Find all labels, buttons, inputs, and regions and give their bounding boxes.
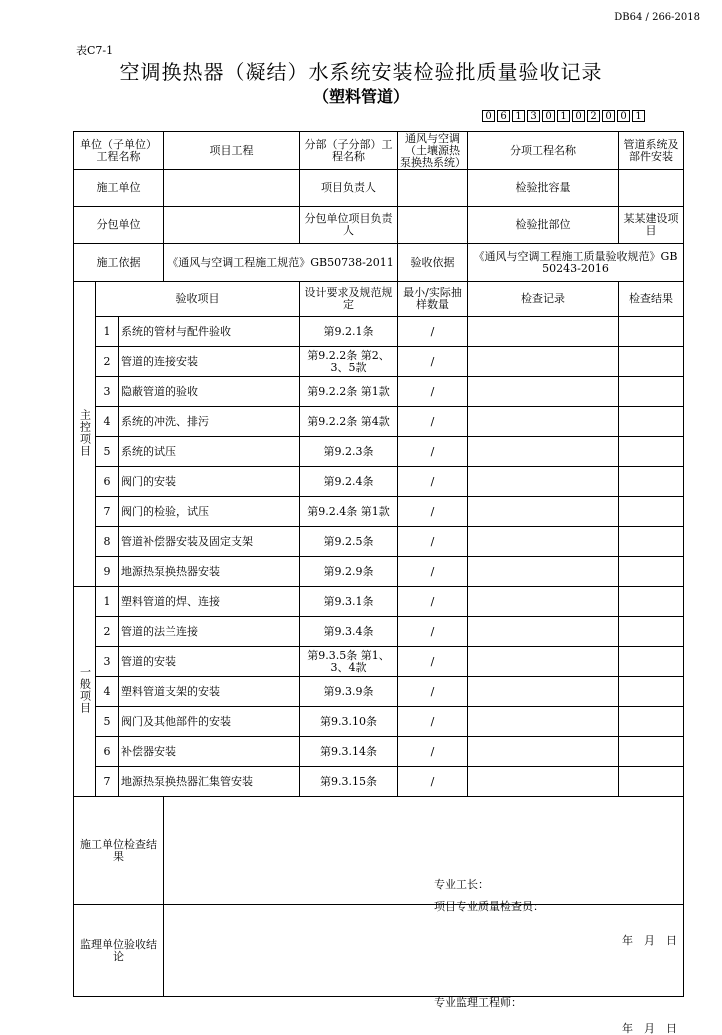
item-record[interactable] bbox=[468, 437, 619, 467]
item-number: 1 bbox=[96, 587, 119, 617]
unit-project-value: 项目工程 bbox=[164, 132, 300, 170]
general-label: 一般项目 bbox=[78, 666, 92, 714]
item-number: 3 bbox=[96, 377, 119, 407]
item-record[interactable] bbox=[468, 407, 619, 437]
subcontractor-value[interactable] bbox=[164, 207, 300, 244]
item-result[interactable] bbox=[619, 377, 684, 407]
table-row bbox=[74, 707, 684, 737]
item-result[interactable] bbox=[619, 347, 684, 377]
item-number: 4 bbox=[96, 677, 119, 707]
item-spec: 第9.2.2条 第1款 bbox=[300, 377, 398, 407]
item-record[interactable] bbox=[468, 737, 619, 767]
item-name: 管道的连接安装 bbox=[119, 347, 300, 377]
code-digit: 6 bbox=[497, 110, 510, 122]
item-name: 地源热泵换热器安装 bbox=[119, 557, 300, 587]
general-section bbox=[74, 587, 96, 797]
main-control-label: 主控项目 bbox=[78, 408, 92, 457]
item-record[interactable] bbox=[468, 347, 619, 377]
item-record[interactable] bbox=[468, 767, 619, 797]
item-name: 阀门的检验，试压 bbox=[119, 497, 300, 527]
item-record[interactable] bbox=[468, 467, 619, 497]
item-spec: 第9.3.15条 bbox=[300, 767, 398, 797]
document-subtitle: （塑料管道） bbox=[312, 87, 409, 106]
item-record[interactable] bbox=[468, 647, 619, 677]
item-record[interactable] bbox=[468, 587, 619, 617]
table-row bbox=[74, 737, 684, 767]
item-name: 管道补偿器安装及固定支架 bbox=[119, 527, 300, 557]
item-spec: 第9.3.1条 bbox=[300, 587, 398, 617]
item-name: 补偿器安装 bbox=[119, 737, 300, 767]
col-record: 检查记录 bbox=[468, 282, 619, 317]
item-sample: / bbox=[398, 437, 468, 467]
acceptance-basis-value: 《通风与空调工程施工质量验收规范》GB 50243-2016 bbox=[468, 244, 684, 282]
table-row bbox=[74, 767, 684, 797]
item-result[interactable] bbox=[619, 737, 684, 767]
batch-location-label: 检验批部位 bbox=[468, 207, 619, 244]
item-project-value: 管道系统及部件安装 bbox=[619, 132, 684, 170]
item-number: 1 bbox=[96, 317, 119, 347]
item-record[interactable] bbox=[468, 527, 619, 557]
table-row bbox=[74, 647, 684, 677]
item-record[interactable] bbox=[468, 617, 619, 647]
table-row bbox=[74, 557, 684, 587]
quality-inspector-label: 项目专业质量检查员： bbox=[434, 899, 544, 913]
item-result[interactable] bbox=[619, 497, 684, 527]
code-digit: 2 bbox=[587, 110, 600, 122]
item-result[interactable] bbox=[619, 767, 684, 797]
sub-division-value: 通风与空调（土壤源热泵换热系统） bbox=[398, 132, 468, 170]
item-result[interactable] bbox=[619, 587, 684, 617]
table-row bbox=[74, 497, 684, 527]
item-sample: / bbox=[398, 467, 468, 497]
contractor-value[interactable] bbox=[164, 170, 300, 207]
item-result[interactable] bbox=[619, 557, 684, 587]
batch-location-value: 某某建设项目 bbox=[619, 207, 684, 244]
document-title: 空调换热器（凝结）水系统安装检验批质量验收记录 bbox=[119, 60, 603, 84]
item-project-label: 分项工程名称 bbox=[468, 132, 619, 170]
item-result[interactable] bbox=[619, 647, 684, 677]
item-number: 6 bbox=[96, 737, 119, 767]
table-row bbox=[74, 677, 684, 707]
construction-result-label: 施工单位检查结果 bbox=[74, 797, 164, 905]
contractor-label: 施工单位 bbox=[74, 170, 164, 207]
code-digit: 0 bbox=[617, 110, 630, 122]
inspection-record-table bbox=[73, 131, 684, 1035]
item-spec: 第9.2.3条 bbox=[300, 437, 398, 467]
item-spec: 第9.3.4条 bbox=[300, 617, 398, 647]
supervising-engineer-label: 专业监理工程师： bbox=[434, 995, 522, 1009]
construction-basis-value: 《通风与空调工程施工规范》GB50738-2011 bbox=[164, 244, 398, 282]
item-result[interactable] bbox=[619, 617, 684, 647]
sub-pm-value[interactable] bbox=[398, 207, 468, 244]
sub-pm-label: 分包单位项目负责人 bbox=[300, 207, 398, 244]
foreman-label: 专业工长： bbox=[434, 877, 489, 891]
item-sample: / bbox=[398, 557, 468, 587]
date-line: 年 月 日 bbox=[622, 1021, 677, 1035]
item-name: 管道的法兰连接 bbox=[119, 617, 300, 647]
table-row bbox=[74, 527, 684, 557]
batch-capacity-label: 检验批容量 bbox=[468, 170, 619, 207]
standard-code: DB64 / 266-2018 bbox=[614, 12, 700, 23]
batch-capacity-value[interactable] bbox=[619, 170, 684, 207]
item-result[interactable] bbox=[619, 677, 684, 707]
project-manager-label: 项目负责人 bbox=[300, 170, 398, 207]
table-row bbox=[74, 377, 684, 407]
item-name: 阀门及其他部件的安装 bbox=[119, 707, 300, 737]
item-spec: 第9.3.5条 第1、3、4款 bbox=[300, 647, 398, 677]
sub-division-label: 分部（子分部）工程名称 bbox=[300, 132, 398, 170]
item-sample: / bbox=[398, 347, 468, 377]
item-sample: / bbox=[398, 377, 468, 407]
supervision-result-area[interactable] bbox=[164, 905, 684, 1035]
record-code-boxes bbox=[480, 110, 645, 122]
unit-project-label: 单位（子单位）工程名称 bbox=[74, 132, 164, 170]
item-name: 系统的试压 bbox=[119, 437, 300, 467]
item-record[interactable] bbox=[468, 557, 619, 587]
item-spec: 第9.2.4条 第1款 bbox=[300, 497, 398, 527]
item-result[interactable] bbox=[619, 527, 684, 557]
supervision-result-label: 监理单位验收结论 bbox=[74, 905, 164, 997]
item-number: 4 bbox=[96, 407, 119, 437]
item-sample: / bbox=[398, 407, 468, 437]
main-control-section bbox=[74, 282, 96, 587]
code-digit: 1 bbox=[512, 110, 525, 122]
item-number: 7 bbox=[96, 767, 119, 797]
item-name: 隐蔽管道的验收 bbox=[119, 377, 300, 407]
table-row bbox=[74, 467, 684, 497]
item-number: 2 bbox=[96, 617, 119, 647]
code-digit: 0 bbox=[542, 110, 555, 122]
date-line: 年 月 日 bbox=[622, 933, 677, 947]
code-digit: 3 bbox=[527, 110, 540, 122]
col-design: 设计要求及规范规定 bbox=[300, 282, 398, 317]
item-name: 阀门的安装 bbox=[119, 467, 300, 497]
col-sample: 最小/实际抽样数量 bbox=[398, 282, 468, 317]
item-name: 系统的冲洗、排污 bbox=[119, 407, 300, 437]
acceptance-basis-label: 验收依据 bbox=[398, 244, 468, 282]
table-row bbox=[74, 437, 684, 467]
item-result[interactable] bbox=[619, 467, 684, 497]
item-result[interactable] bbox=[619, 437, 684, 467]
item-spec: 第9.3.9条 bbox=[300, 677, 398, 707]
item-result[interactable] bbox=[619, 407, 684, 437]
construction-basis-label: 施工依据 bbox=[74, 244, 164, 282]
item-spec: 第9.2.4条 bbox=[300, 467, 398, 497]
item-sample: / bbox=[398, 617, 468, 647]
item-number: 7 bbox=[96, 497, 119, 527]
col-result: 检查结果 bbox=[619, 282, 684, 317]
item-spec: 第9.2.1条 bbox=[300, 317, 398, 347]
item-spec: 第9.2.2条 第2、3、5款 bbox=[300, 347, 398, 377]
item-number: 2 bbox=[96, 347, 119, 377]
item-spec: 第9.2.9条 bbox=[300, 557, 398, 587]
table-row bbox=[74, 347, 684, 377]
item-record[interactable] bbox=[468, 377, 619, 407]
code-digit: 1 bbox=[632, 110, 645, 122]
item-number: 6 bbox=[96, 467, 119, 497]
item-sample: / bbox=[398, 647, 468, 677]
code-digit: 0 bbox=[572, 110, 585, 122]
item-name: 地源热泵换热器汇集管安装 bbox=[119, 767, 300, 797]
item-sample: / bbox=[398, 497, 468, 527]
table-row bbox=[74, 407, 684, 437]
code-digit: 0 bbox=[482, 110, 495, 122]
project-manager-value[interactable] bbox=[398, 170, 468, 207]
item-number: 9 bbox=[96, 557, 119, 587]
table-row bbox=[74, 317, 684, 347]
code-digit: 0 bbox=[602, 110, 615, 122]
subcontractor-label: 分包单位 bbox=[74, 207, 164, 244]
item-spec: 第9.3.14条 bbox=[300, 737, 398, 767]
item-name: 系统的管材与配件验收 bbox=[119, 317, 300, 347]
item-sample: / bbox=[398, 767, 468, 797]
item-result[interactable] bbox=[619, 317, 684, 347]
item-number: 5 bbox=[96, 437, 119, 467]
item-sample: / bbox=[398, 527, 468, 557]
item-sample: / bbox=[398, 587, 468, 617]
table-row bbox=[74, 617, 684, 647]
item-record[interactable] bbox=[468, 677, 619, 707]
item-record[interactable] bbox=[468, 317, 619, 347]
item-spec: 第9.2.5条 bbox=[300, 527, 398, 557]
item-number: 8 bbox=[96, 527, 119, 557]
code-digit: 1 bbox=[557, 110, 570, 122]
item-number: 5 bbox=[96, 707, 119, 737]
item-record[interactable] bbox=[468, 707, 619, 737]
item-sample: / bbox=[398, 317, 468, 347]
item-name: 管道的安装 bbox=[119, 647, 300, 677]
item-result[interactable] bbox=[619, 707, 684, 737]
item-name: 塑料管道的焊、连接 bbox=[119, 587, 300, 617]
item-spec: 第9.2.2条 第4款 bbox=[300, 407, 398, 437]
item-spec: 第9.3.10条 bbox=[300, 707, 398, 737]
table-row bbox=[74, 587, 684, 617]
col-item: 验收项目 bbox=[96, 282, 300, 317]
item-number: 3 bbox=[96, 647, 119, 677]
construction-result-area[interactable] bbox=[164, 797, 684, 947]
item-sample: / bbox=[398, 707, 468, 737]
item-sample: / bbox=[398, 677, 468, 707]
item-record[interactable] bbox=[468, 497, 619, 527]
form-number: 表C7-1 bbox=[76, 44, 114, 57]
item-sample: / bbox=[398, 737, 468, 767]
item-name: 塑料管道支架的安装 bbox=[119, 677, 300, 707]
